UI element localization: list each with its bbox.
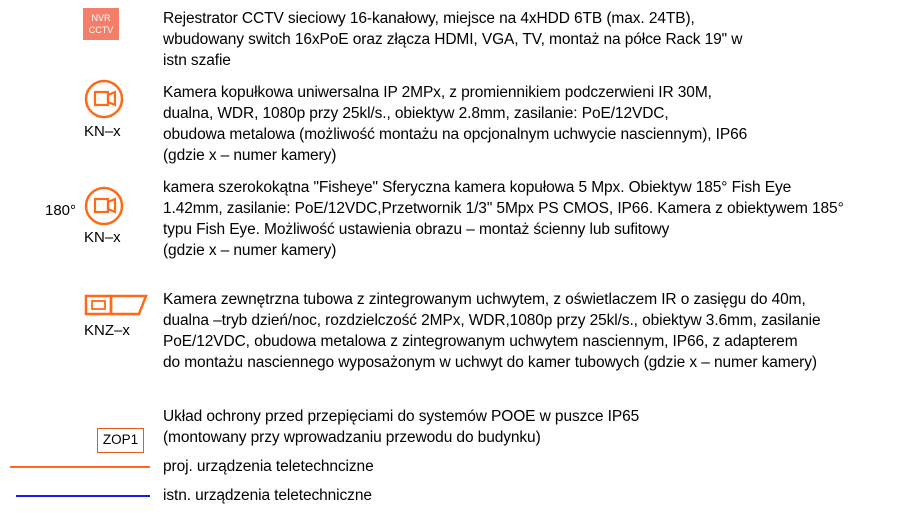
nvr-line-2: wbudowany switch 16xPoE oraz złącza HDMI, VGA, TV, montaż na półce Rack 19" w (163, 31, 743, 48)
fisheye-camera-description (163, 177, 844, 261)
dome-line-1: Kamera kopułkowa uniwersalna IP 2MPx, z promiennikiem podczerwieni IR 30M, (163, 84, 712, 101)
nvr-line-1: Rejestrator CCTV sieciowy 16-kanałowy, miejsce na 4xHDD 6TB (max. 24TB), (163, 10, 695, 27)
tube-camera-icon (84, 292, 148, 320)
nvr-line-3: istn szafie (163, 52, 231, 69)
tube-line-3: PoE/12VDC, obudowa metalowa z zintegrowanym uchwytem nasciennym, IP66, z adapterem (163, 333, 798, 350)
nvr-icon (83, 8, 119, 40)
fisheye-line-3: typu Fish Eye. Możliwość ustawienia obrazu – montaż ścienny lub sufitowy (163, 221, 670, 238)
fisheye-line-4: (gdzie x – numer kamery) (163, 242, 337, 259)
tube-line-1: Kamera zewnętrzna tubowa z zintegrowanym uchwytem, z oświetlaczem IR o zasięgu do 40m, (163, 291, 806, 308)
fisheye-line-1: kamera szerokokątna "Fisheye" Sferyczna kamera kopułowa 5 Mpx. Obiektyw 185° Fish Eye (163, 179, 792, 196)
nvr-description (163, 8, 742, 71)
dome-line-2: dualna, WDR, 1080p przy 25kl/s., obiektyw 2.8mm, zasilanie: PoE/12VDC, (163, 105, 669, 122)
fisheye-camera-label: KN–x (84, 229, 121, 246)
tube-line-2: dualna –tryb dzień/noc, rozdzielczość 2MPx, WDR,1080p przy 25kl/s., obiektyw 3.6mm, zasilanie (163, 312, 821, 329)
dome-line-4: (gdzie x – numer kamery) (163, 147, 337, 164)
legend-existing-label: istn. urządzenia teletechniczne (163, 487, 372, 504)
fisheye-line-2: 1.42mm, zasilanie: PoE/12VDC,Przetwornik 1/3" 5Mpx PS CMOS, IP66. Kamera z obiektywem 185° (163, 200, 844, 217)
dome-camera-label: KN–x (84, 123, 121, 140)
surge-line-2: (montowany przy wprowadzaniu przewodu do budynku) (163, 429, 541, 446)
nvr-icon-text-2: CCTV (88, 25, 114, 35)
dome-line-3: obudowa metalowa (możliwość montażu na opcjonalnym uchwycie nasciennym), IP66 (163, 126, 748, 143)
surge-protection-description (163, 406, 639, 448)
dome-camera-description (163, 82, 747, 166)
legend-proposed-line (10, 466, 150, 468)
legend-proposed-label: proj. urządzenia teletechncizne (163, 458, 374, 475)
fisheye-angle-label: 180° (45, 202, 77, 219)
tube-camera-description (163, 289, 821, 373)
tube-camera-label: KNZ–x (84, 322, 130, 339)
legend-existing-line (16, 495, 150, 497)
tube-line-4: do montażu nasciennego wyposażonym w uchwyt do kamer tubowych (gdzie x – numer kamery) (163, 354, 817, 371)
dome-camera-icon (83, 79, 127, 119)
nvr-icon-text-1: NVR (91, 13, 111, 23)
surge-protection-box: ZOP1 (97, 428, 144, 453)
surge-line-1: Układ ochrony przed przepięciami do systemów POOE w puszce IP65 (163, 408, 640, 425)
fisheye-camera-icon (83, 186, 127, 226)
